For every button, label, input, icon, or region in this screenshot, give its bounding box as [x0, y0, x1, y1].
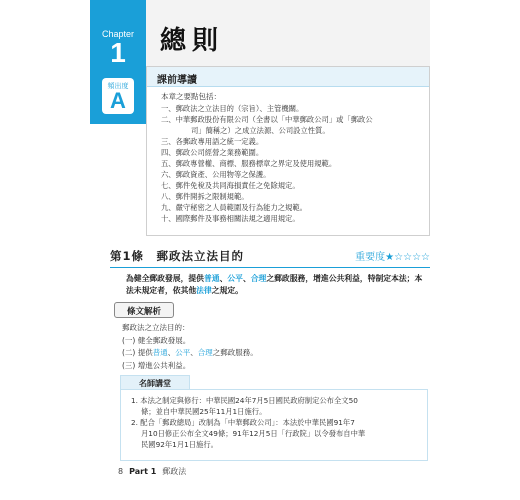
list-item: 九、嚴守秘密之人員範圍及行為能力之規範。 — [161, 203, 307, 212]
teacher-list — [131, 395, 423, 450]
highlight-term: 普通 — [203, 274, 220, 283]
frequency-grade: A — [110, 88, 126, 113]
article-title: 第1條 郵政法立法目的 — [110, 249, 245, 263]
book-label: 郵政法 — [162, 467, 187, 476]
highlight-term: 公平 — [227, 274, 243, 283]
article-text: 為健全郵政發展，提供普通、公平、合理之郵政服務，增進公共利益，特制定本法；本法未規定者，依其他法律之規定。 — [126, 274, 423, 295]
list-item: 十、國際郵件及事務相關法規之適用規定。 — [161, 214, 300, 223]
intro-title: 課前導讀 — [157, 75, 197, 86]
frequency-badge — [102, 78, 134, 114]
list-item: 七、郵件免稅及共同海損責任之免除規定。 — [161, 181, 300, 190]
list-item: 五、郵政專營權、商標、服務標章之界定及使用規範。 — [161, 159, 337, 168]
explanation-intro: 郵政法之立法目的： — [122, 323, 190, 332]
list-item: 三、各郵政專用語之統一定義。 — [161, 137, 264, 146]
list-item: 二、中華郵政股份有限公司（全書以「中華郵政公司」或「郵政公 司」簡稱之）之成立法源、公司設立性質。 — [161, 115, 373, 135]
explanation-label: 條文解析 — [126, 307, 161, 317]
list-item: 八、郵件開拆之限制規範。 — [161, 192, 249, 201]
intro-title-bar — [147, 67, 429, 87]
article-header — [110, 246, 430, 268]
explanation-body — [122, 322, 422, 372]
teacher-tab — [120, 375, 190, 389]
list-item: 1. 本法之制定與修行：中華民國24年7月5日國民政府制定公布全文50 條；並自中華民國25年11月1日施行。 — [131, 396, 358, 416]
explanation-item: (三) 增進公共利益。 — [122, 360, 191, 370]
highlight-term: 合理 — [250, 274, 267, 283]
importance-rating — [355, 248, 430, 263]
teacher-label: 名師講堂 — [139, 379, 171, 388]
teacher-box — [120, 389, 428, 461]
explanation-item: (二) 提供普通、公平、合理之郵政服務。 — [122, 348, 258, 357]
chapter-title-band — [146, 0, 430, 66]
list-item: 六、郵政資產、公用物等之保護。 — [161, 170, 271, 179]
page-number: 8 — [118, 467, 124, 476]
part-label: Part 1 — [129, 467, 157, 476]
chapter-title: 總則 — [160, 26, 225, 56]
page-footer — [118, 466, 186, 477]
list-item: 四、郵政公司經營之業務範圍。 — [161, 148, 264, 157]
explanation-tag — [114, 302, 174, 318]
frequency-label: 頻出度 — [107, 82, 129, 90]
list-item: 2. 配合「郵政總局」改制為「中華郵政公司」：本法於中華民國91年7 月10日修正公布全文49條；91年12月5日「行政院」以令發布自中華 民國92年1月1日施行。 — [131, 418, 366, 449]
explanation-item: (一) 健全郵政發展。 — [122, 335, 191, 345]
highlight-term: 法律 — [196, 286, 212, 295]
list-item: 一、郵政法之立法目的（宗旨）、主管機關。 — [161, 104, 304, 113]
star-icon: ★☆☆☆☆ — [385, 252, 430, 263]
intro-lead: 本章之要點包括： — [161, 92, 221, 101]
importance-label: 重要度 — [355, 252, 386, 263]
chapter-word: Chapter — [101, 29, 135, 39]
chapter-number: 1 — [110, 37, 126, 68]
chapter-block — [90, 0, 146, 124]
intro-list — [161, 103, 425, 224]
intro-box — [146, 66, 430, 236]
